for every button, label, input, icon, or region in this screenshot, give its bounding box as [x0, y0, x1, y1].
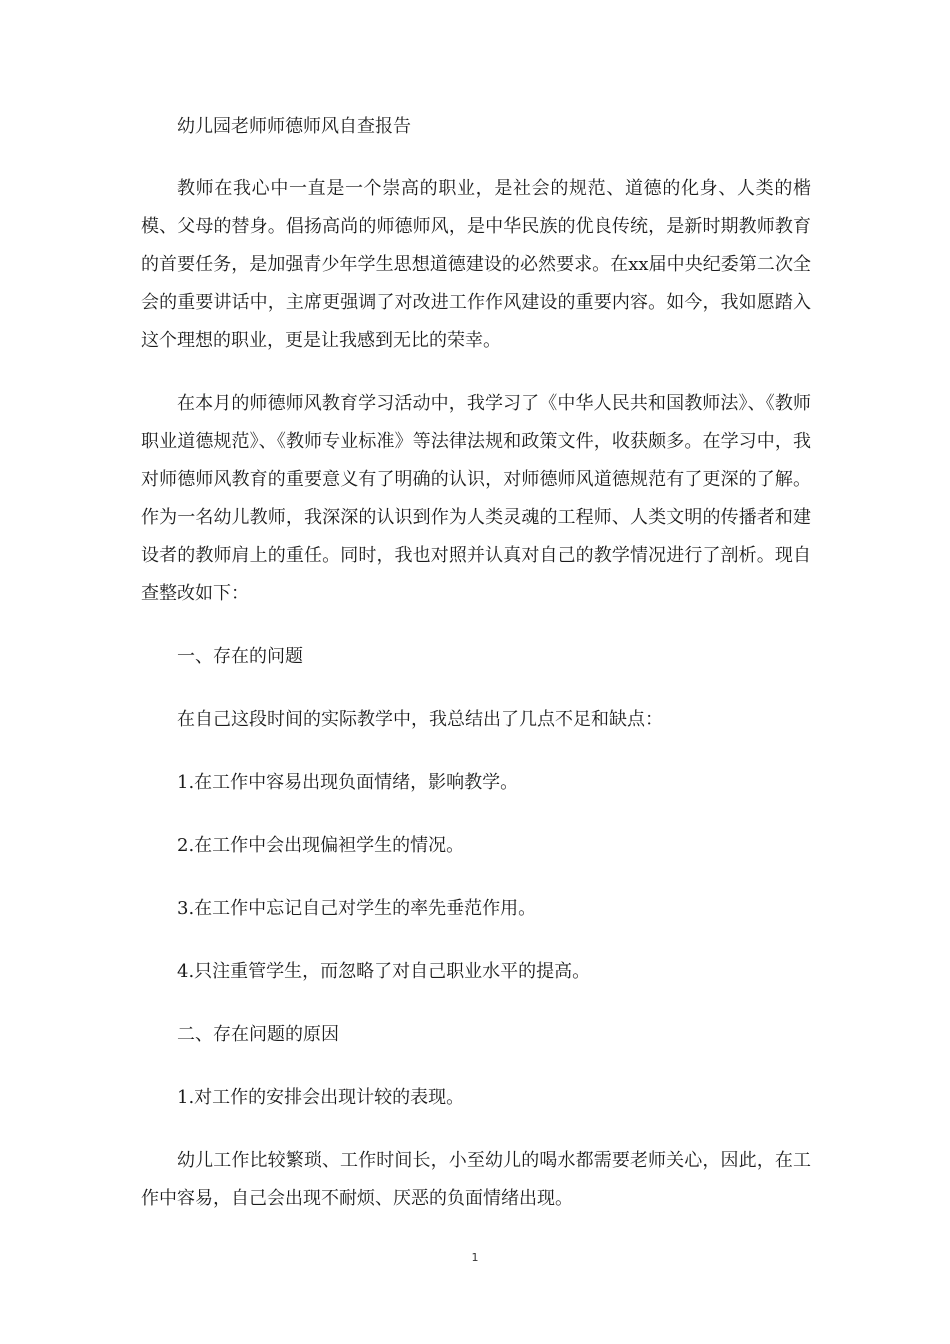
document-body [141, 108, 811, 1218]
paragraph-study: 在本月的师德师风教育学习活动中，我学习了《中华人民共和国教师法》、《教师职业道德规范》、《教师专业标准》等法律法规和政策文件，收获颇多。在学习中，我对师德师风教育的重要意义有了明确的认识，对师德师风道德规范有了更深的了解。作为一名幼儿教师，我深深的认识到作为人类灵魂的工程师、人类文明的传播者和建设者的教师肩上的重任。同时，我也对照并认真对自己的教学情况进行了剖析。现自查整改如下： [141, 393, 811, 604]
list-item-cause-1: 1.对工作的安排会出现计较的表现。 [177, 1087, 465, 1108]
page-number: 1 [471, 1251, 479, 1264]
list-item-problem-2: 2.在工作中会出现偏袒学生的情况。 [177, 835, 465, 856]
section-heading-problems: 一、存在的问题 [177, 646, 303, 667]
section-heading-causes: 二、存在问题的原因 [177, 1024, 339, 1045]
list-item-problem-3: 3.在工作中忘记自己对学生的率先垂范作用。 [177, 898, 537, 919]
document-title: 幼儿园老师师德师风自查报告 [177, 116, 411, 137]
paragraph-intro: 教师在我心中一直是一个崇高的职业，是社会的规范、道德的化身、人类的楷模、父母的替身。倡扬高尚的师德师风，是中华民族的优良传统，是新时期教师教育的首要任务，是加强青少年学生思想道德建设的必然要求。在xx届中央纪委第二次全会的重要讲话中，主席更强调了对改进工作作风建设的重要内容。如今，我如愿踏入这个理想的职业，更是让我感到无比的荣幸。 [141, 178, 811, 351]
paragraph-cause-detail: 幼儿工作比较繁琐、工作时间长，小至幼儿的喝水都需要老师关心，因此，在工作中容易，自己会出现不耐烦、厌恶的负面情绪出现。 [141, 1150, 811, 1209]
list-item-problem-4: 4.只注重管学生，而忽略了对自己职业水平的提高。 [177, 961, 591, 982]
paragraph-problems-intro: 在自己这段时间的实际教学中，我总结出了几点不足和缺点： [177, 709, 663, 730]
list-item-problem-1: 1.在工作中容易出现负面情绪，影响教学。 [177, 772, 519, 793]
